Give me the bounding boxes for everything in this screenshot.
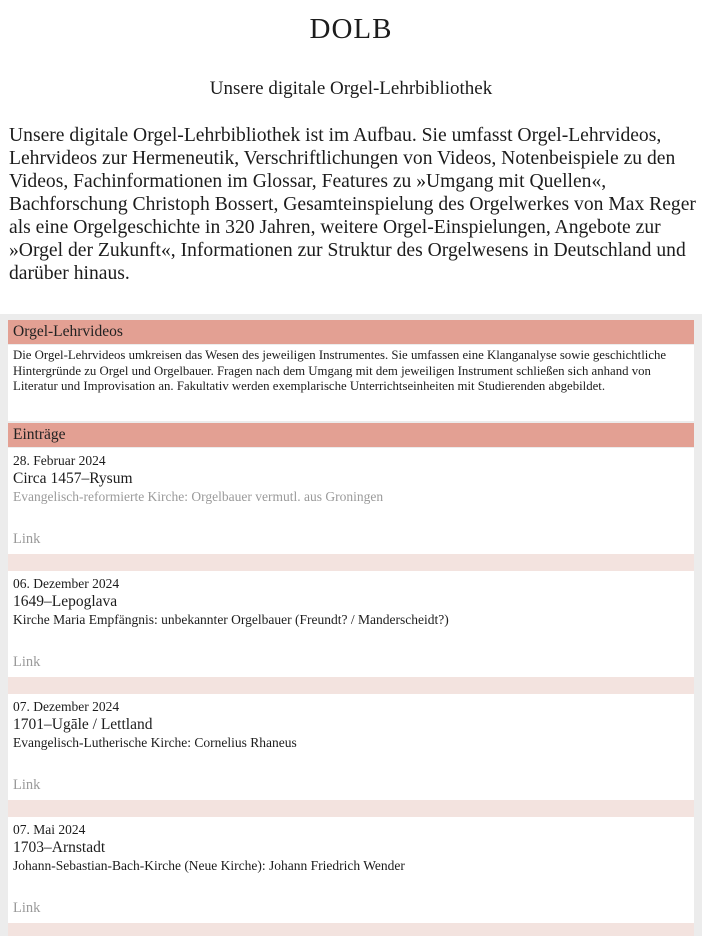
entry-separator xyxy=(8,677,694,694)
entry-title: 1703–Arnstadt xyxy=(13,839,106,856)
page-subtitle: Unsere digitale Orgel-Lehrbibliothek xyxy=(209,78,493,99)
entry-card xyxy=(8,694,694,800)
entry-link[interactable]: Link xyxy=(13,777,41,793)
entry-link[interactable]: Link xyxy=(13,654,41,670)
entry-link[interactable]: Link xyxy=(13,531,41,547)
entry-separator xyxy=(8,923,694,936)
site-title: DOLB xyxy=(309,13,393,45)
entry-date: 07. Mai 2024 xyxy=(13,822,86,837)
entry-title: 1649–Lepoglava xyxy=(13,593,118,610)
entry-title: Circa 1457–Rysum xyxy=(13,470,133,487)
entries-heading: Einträge xyxy=(8,423,694,447)
entry-date: 07. Dezember 2024 xyxy=(13,699,120,714)
entry-card xyxy=(8,448,694,554)
intro-text: Unsere digitale Orgel-Lehrbibliothek ist im Aufbau. Sie umfasst Orgel-Lehrvideos, Lehrvideos zur Hermeneutik, Verschriftlichungen von Videos, Notenbeispiele zu den Videos, Fachinformationen im Glossar, Features zu »Umgang mit Quellen«, Bachforschung Christoph Bossert, Gesamteinspielung des Orgelwerkes von Max Reger als eine Orgelgeschichte in 320 Jahren, weitere Orgel-Einspielungen, Angebote zur »Orgel der Zukunft«, Informationen zur Struktur des Orgelwesens in Deutschland und darüber hinaus. xyxy=(9,125,696,284)
entry-description: Kirche Maria Empfängnis: unbekannter Orgelbauer (Freundt? / Manderscheidt?) xyxy=(13,612,449,627)
entry-separator xyxy=(8,800,694,817)
entry-date: 06. Dezember 2024 xyxy=(13,576,120,591)
entry-link[interactable]: Link xyxy=(13,900,41,916)
entry-title: 1701–Ugāle / Lettland xyxy=(13,716,153,733)
entry-card xyxy=(8,571,694,677)
entry-separator xyxy=(8,554,694,571)
section-description: Die Orgel-Lehrvideos umkreisen das Wesen des jeweiligen Instrumentes. Sie umfassen eine Klanganalyse sowie geschichtliche Hintergründe zu Orgel und Orgelbauer. Fragen nach dem Umgang mit dem jeweiligen Instrument schließen sich anhand von Literatur und Improvisation an. Fakultativ werden exemplarische Unterrichtseinheiten mit Studierenden abgebildet. xyxy=(8,345,694,421)
entry-date: 28. Februar 2024 xyxy=(13,453,106,468)
entry-card xyxy=(8,817,694,923)
section-heading: Orgel-Lehrvideos xyxy=(8,320,694,344)
entry-description: Evangelisch-Lutherische Kirche: Cornelius Rhaneus xyxy=(13,735,297,750)
entry-description: Johann-Sebastian-Bach-Kirche (Neue Kirche): Johann Friedrich Wender xyxy=(13,858,405,873)
entry-description: Evangelisch-reformierte Kirche: Orgelbauer vermutl. aus Groningen xyxy=(13,489,384,504)
